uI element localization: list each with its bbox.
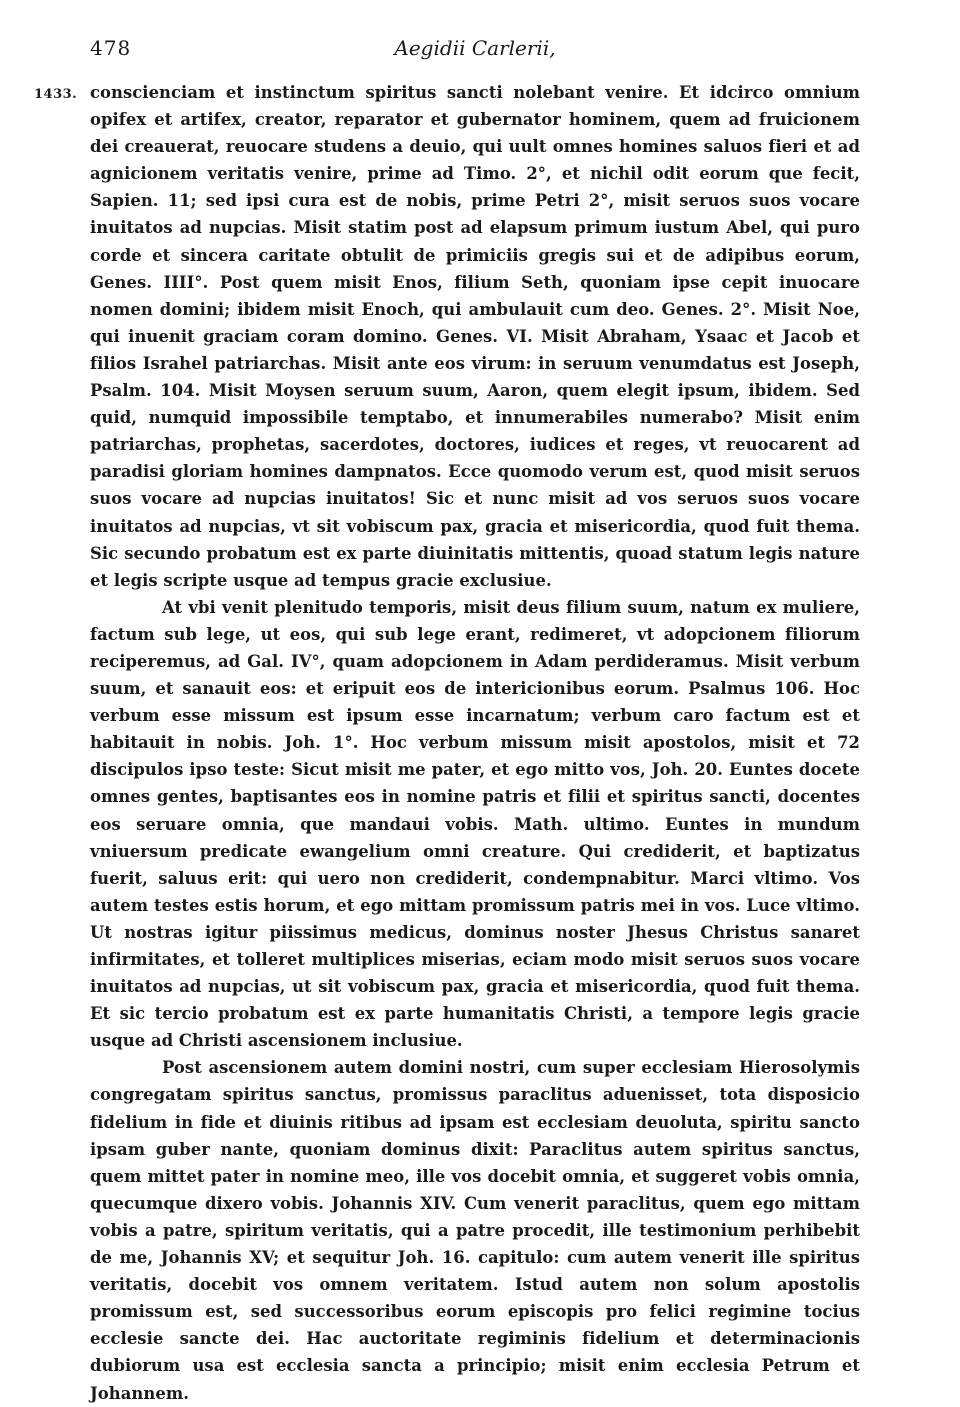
page-header (90, 36, 860, 66)
paragraph-3: Post ascensionem autem domini nostri, cum super ecclesiam Hierosolymis congregatam spiritus sanctus, promissus paraclitus aduenisset, tota disposicio fidelium in fide et diuinis ritibus ad ipsam est ecclesiam deuoluta, spiritu sancto ipsam guber nante, quoniam dominus dixit: Paraclitus autem spiritus sanctus, quem mittet pater in nomine meo, ille vos docebit omnia, et suggeret vobis omnia, quecumque dixero vobis. Johannis XIV. Cum venerit paraclitus, quem ego mittam vobis a patre, spiritum veritatis, qui a patre procedit, ille testimonium perhibebit de me, Johannis XV; et sequitur Joh. 16. capitulo: cum autem venerit ille spiritus veritatis, docebit vos omnem veritatem. Istud autem non solum apostolis promissum est, sed successoribus eorum episcopis pro felici regimine tocius ecclesie sancte dei. Hac auctoritate regiminis fidelium et determinacionis dubiorum usa est ecclesia sancta a principio; misit enim ecclesia Petrum et Johannem. (90, 1058, 860, 1403)
body-text (90, 79, 860, 1407)
running-title: Aegidii Carlerii, (394, 36, 556, 60)
paragraph-1: conscienciam et instinctum spiritus sancti nolebant venire. Et idcirco omnium opifex et artifex, creator, reparator et gubernator hominem, quem ad fruicionem dei creauerat, reuocare studens a deuio, qui uult omnes homines saluos fieri et ad agnicionem veritatis venire, prime ad Timo. 2°, et nichil odit eorum que fecit, Sapien. 11; sed ipsi cura est de nobis, prime Petri 2°, misit seruos suos vocare inuitatos ad nupcias. Misit statim post ad elapsum primum iustum Abel, qui puro corde et sincera caritate obtulit de primiciis gregis sui et de adipibus eorum, Genes. IIII°. Post quem misit Enos, filium Seth, quoniam ipse cepit inuocare nomen domini; ibidem misit Enoch, qui ambulauit cum deo. Genes. 2°. Misit Noe, qui inuenit graciam coram domino. Genes. VI. Misit Abraham, Ysaac et Jacob et filios Israhel patriarchas. Misit ante eos virum: in seruum venumdatus est Joseph, Psalm. 104. Misit Moysen seruum suum, Aaron, quem elegit ipsum, ibidem. Sed quid, numquid impossibile temptabo, et innumerabiles numerabo? Misit enim patriarchas, prophetas, sacerdotes, doctores, iudices et reges, vt reuocarent ad paradisi gloriam homines dampnatos. Ecce quomodo verum est, quod misit seruos suos vocare ad nupcias inuitatos! Sic et nunc misit ad vos seruos suos vocare inuitatos ad nupcias, vt sit vobiscum pax, gracia et misericordia, quod fuit thema. Sic secundo probatum est ex parte diuinitatis mittentis, quoad statum legis nature et legis scripte usque ad tempus gracie exclusiue. (90, 83, 860, 590)
paragraph-2: At vbi venit plenitudo temporis, misit deus filium suum, natum ex muliere, factum sub lege, ut eos, qui sub lege erant, redimeret, vt adopcionem filiorum reciperemus, ad Gal. IV°, quam adopcionem in Adam perdideramus. Misit verbum suum, et sanauit eos: et eripuit eos de intericionibus eorum. Psalmus 106. Hoc verbum esse missum est ipsum esse incarnatum; verbum caro factum est et habitauit in nobis. Joh. 1°. Hoc verbum missum misit apostolos, misit et 72 discipulos ipso teste: Sicut misit me pater, et ego mitto vos, Joh. 20. Euntes docete omnes gentes, baptisantes eos in nomine patris et filii et spiritus sancti, docentes eos seruare omnia, que mandaui vobis. Math. ultimo. Euntes in mundum vniuersum predicate ewangelium omni creature. Qui crediderit, et baptizatus fuerit, saluus erit: qui uero non crediderit, condempnabitur. Marci vltimo. Vos autem testes estis horum, et ego mittam promissum patris mei in vos. Luce vltimo. Ut nostras igitur piissimus medicus, dominus noster Jhesus Christus sanaret infirmitates, et tolleret multiplices miserias, eciam modo misit seruos suos vocare inuitatos ad nupcias, ut sit vobiscum pax, gracia et misericordia, quod fuit thema. Et sic tercio probatum est ex parte humanitatis Christi, a tempore legis gracie usque ad Christi ascensionem inclusiue. (90, 597, 860, 1051)
page-number: 478 (90, 36, 132, 60)
margin-year-note: 1433. (34, 87, 78, 102)
